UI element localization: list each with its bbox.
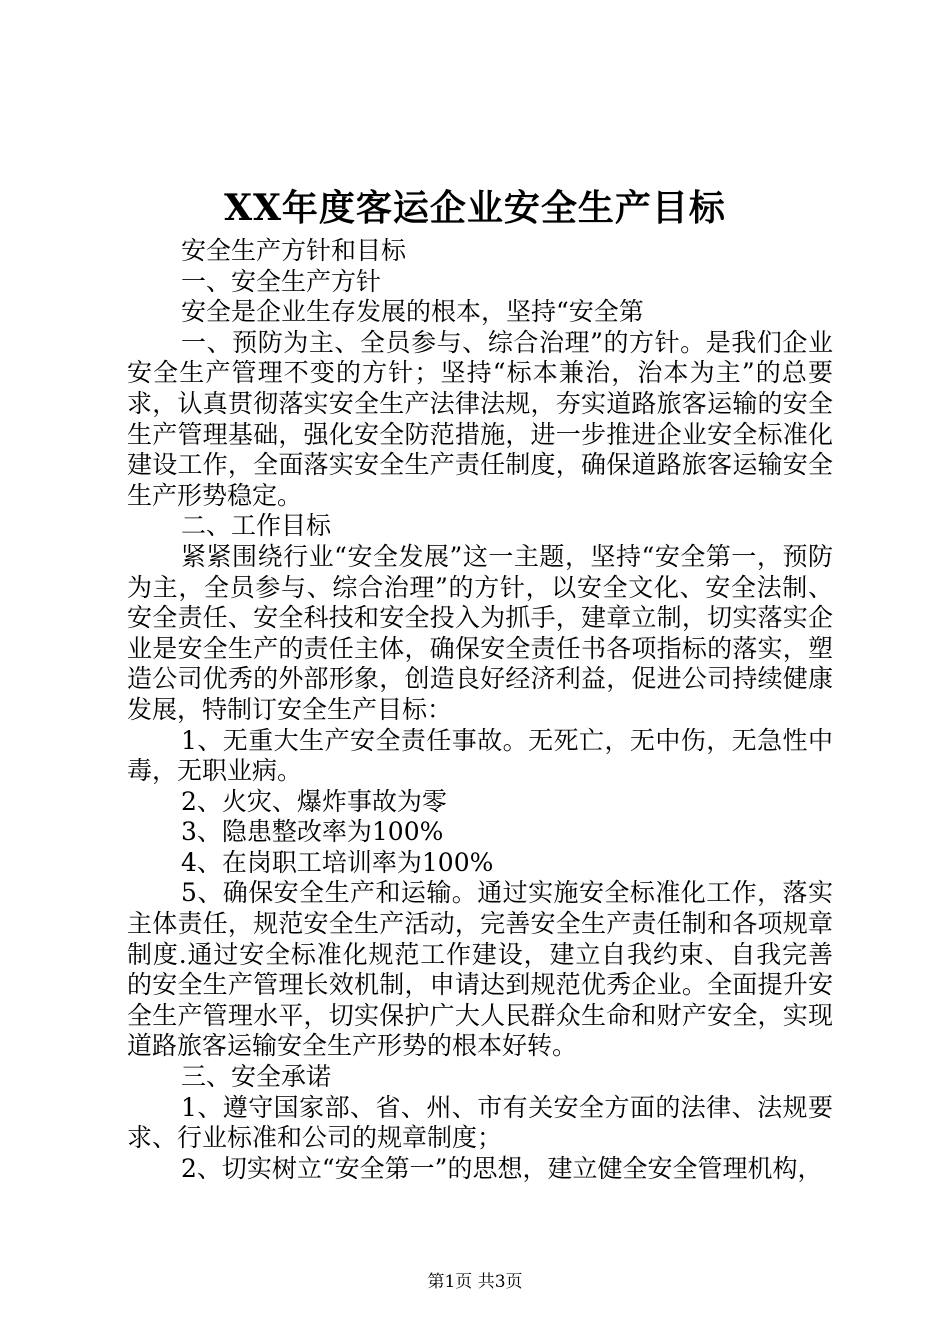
paragraph-goal-5: 5、确保安全生产和运输。通过实施安全标准化工作，落实主体责任，规范安全生产活动，完善安全生产责任制和各项规章制度.通过安全标准化规范工作建设，建立自我约束、自我完善的安全生产管理长效机制，申请达到规范优秀企业。全面提升安全生产管理水平，切实保护广大人民群众生命和财产安全，实现道路旅客运输安全生产形势的根本好转。	[127, 878, 833, 1061]
document-title: XX年度客运企业安全生产目标	[224, 187, 726, 229]
document-body	[127, 236, 833, 1184]
paragraph-goal-1: 1、无重大生产安全责任事故。无死亡，无中伤，无急性中毒，无职业病。	[127, 725, 833, 786]
paragraph-heading-policy: 一、安全生产方针	[181, 266, 382, 296]
paragraph-commitment-1: 1、遵守国家部、省、州、市有关安全方面的法律、法规要求、行业标准和公司的规章制度；	[127, 1092, 833, 1153]
paragraph-goal-3: 3、隐患整改率为100%	[181, 817, 444, 847]
paragraph-heading-goals: 二、工作目标	[181, 511, 332, 541]
paragraph-goal-2: 2、火灾、爆炸事故为零	[181, 786, 447, 816]
paragraph-policy-body: 一、预防为主、全员参与、综合治理”的方针。是我们企业安全生产管理不变的方针；坚持“标本兼治，治本为主”的总要求，认真贯彻落实安全生产法律法规，夯实道路旅客运输的安全生产管理基础，强化安全防范措施，进一步推进企业安全标准化建设工作，全面落实安全生产责任制度，确保道路旅客运输安全生产形势稳定。	[127, 327, 833, 510]
paragraph-section-heading: 安全生产方针和目标	[181, 236, 407, 265]
paragraph-goal-4: 4、在岗职工培训率为100%	[181, 847, 494, 877]
paragraph-policy-intro: 安全是企业生存发展的根本，坚持“安全第	[181, 297, 644, 327]
paragraph-goals-body: 紧紧围绕行业“安全发展”这一主题，坚持“安全第一，预防为主，全员参与、综合治理”的方针，以安全文化、安全法制、安全责任、安全科技和安全投入为抓手，建章立制，切实落实企业是安全生产的责任主体，确保安全责任书各项指标的落实，塑造公司优秀的外部形象，创造良好经济利益，促进公司持续健康发展，特制订安全生产目标：	[127, 541, 833, 724]
paragraph-commitment-2: 2、切实树立“安全第一”的思想，建立健全安全管理机构，	[181, 1153, 823, 1183]
page-number-footer: 第1页 共3页	[427, 1272, 523, 1292]
paragraph-heading-commitment: 三、安全承诺	[181, 1062, 332, 1092]
